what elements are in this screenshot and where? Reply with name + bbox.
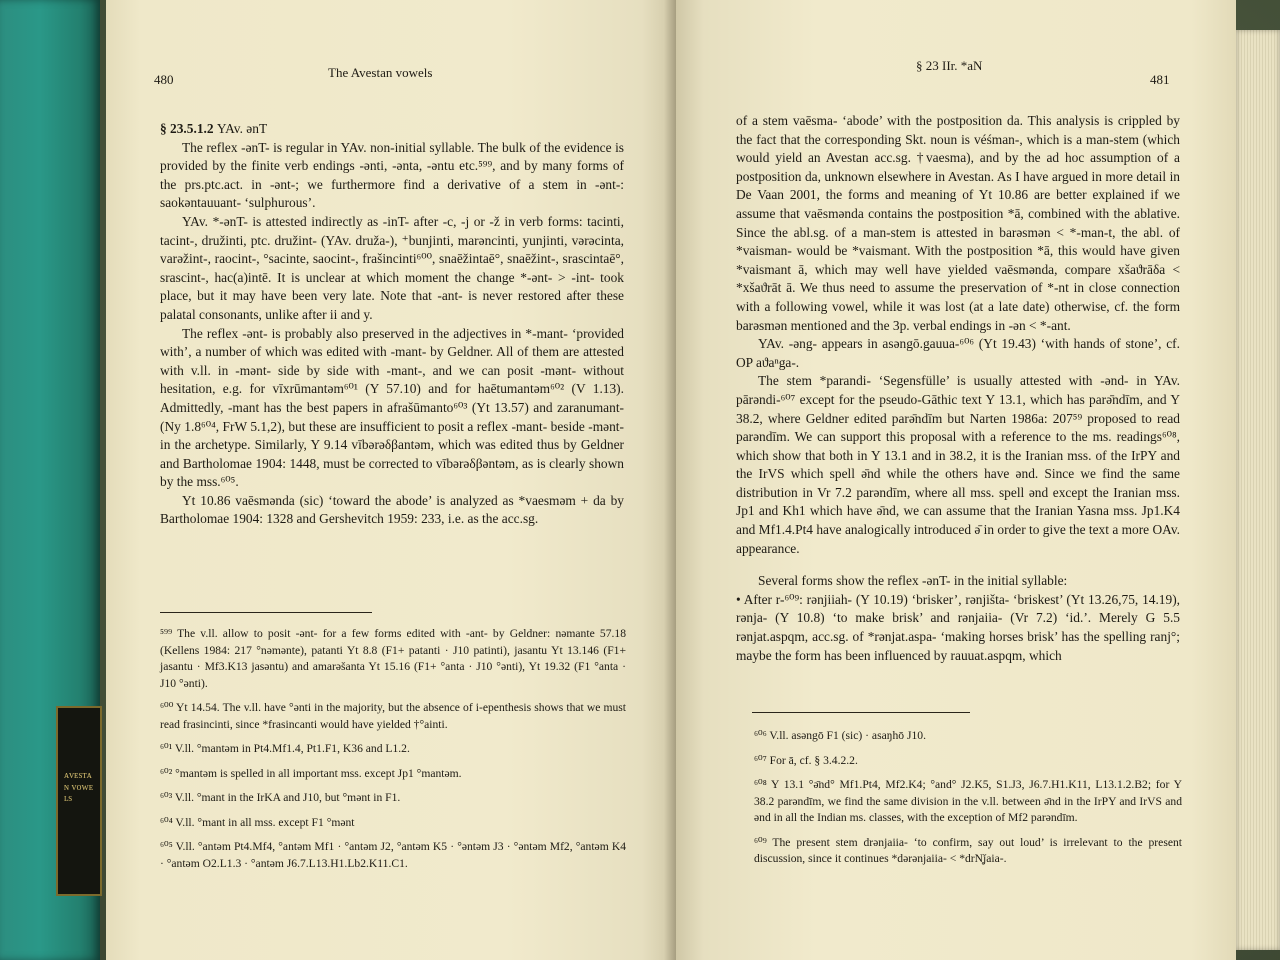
book-cover-spine xyxy=(0,0,100,960)
right-footnotes xyxy=(754,728,1182,876)
left-footnote-rule xyxy=(160,612,372,613)
left-paragraph-3: The reflex -ənt- is probably also preserved in the adjectives in *-mant- ‘provided with’, a number of which was edited with -mant- by Geldner. All of them are attested with v.ll. in -mənt- side by side with -mant-, and we can posit -mənt- without hesitation, e.g. for vīxrūmantəm⁶⁰¹ (Y 57.10) and for haētumantəm⁶⁰² (V 1.13). Admittedly, -mant has the best papers in afrašūmanto⁶⁰³ (Yt 13.57) and zaranumant- (Ny 1.8⁶⁰⁴, FrW 5.1,2), but these are insufficient to posit a reflex -mant- beside -mənt- in the archetype. Similarly, Y 9.14 vībərəδβantəm, which was edited thus by Geldner and Bartholomae 1904: 1448, must be corrected to vībərəδβəntəm, as is clearly shown by the mss.⁶⁰⁵. xyxy=(160,325,624,490)
footnote-607: ⁶⁰⁷ For ā, cf. § 3.4.2.2. xyxy=(754,753,858,767)
left-paragraph-4: Yt 10.86 vaēsmənda (sic) ‘toward the abode’ is analyzed as *vaesməm + da by Bartholomae 1904: 1328 and Gershevitch 1959: 233, i.e. as the acc.sg. xyxy=(160,492,624,527)
footnote-599: ⁵⁹⁹ The v.ll. allow to posit -ənt- for a few forms edited with -ant- by Geldner: nəmante 57.18 (Kellens 1984: 217 °nəmənte), patanti Yt 8.8 (F1+ patanti · J10 patinti), jasantu Yt 13.146 (F1+ jasantu · Mf3.K13 jasəntu) and amarəšanta Yt 15.16 (F1+ °anta · J10 °ənti), Yt 19.32 (F1 °anta · J10 °ənti). xyxy=(160,627,626,690)
footnote-604: ⁶⁰⁴ V.ll. °mant in all mss. except F1 °mənt xyxy=(160,815,355,829)
left-paragraph-1: The reflex -ənT- is regular in YAv. non-initial syllable. The bulk of the evidence is provided by the finite verb endings -ənti, -ənta, -əntu etc.⁵⁹⁹, and by many forms of the prs.ptc.act. in -ənt-; we furthermore find a derivative of a stem in -ənt-: saokəntauuant- ‘sulphurous’. xyxy=(160,139,624,211)
section-heading: § 23.5.1.2 YAv. ənT xyxy=(160,121,268,136)
left-body-text xyxy=(160,120,624,529)
left-running-head: The Avestan vowels xyxy=(328,65,433,80)
footnote-605: ⁶⁰⁵ V.ll. °antəm Pt4.Mf4, °antəm Mf1 · °antəm J2, °antəm K5 · °əntəm J3 · °əntəm Mf2, °antəm K4 · °antəm O2.L1.3 · °antəm J6.7.L13.H1.Lb2.K11.C1. xyxy=(160,840,626,870)
footnote-601: ⁶⁰¹ V.ll. °mantəm in Pt4.Mf1.4, Pt1.F1, K36 and L1.2. xyxy=(160,742,410,755)
footnote-600: ⁶⁰⁰ Yt 14.54. The v.ll. have °ənti in the majority, but the absence of i-epenthesis shows that we must read frasincinti, since *frasincanti would have yielded †°ainti. xyxy=(160,701,626,731)
right-bullet-paragraph: • After r-⁶⁰⁹: rənjiiah- (Y 10.19) ‘brisker’, rənjišta- ‘briskest’ (Yt 13.26,75, 14.19), rənja- (Y 10.8) ‘to make brisk’ and rənjaiia- (Vr 7.2) ‘id.’. Merely G 5.5 rənjat.aspqm, acc.sg. of *rənjat.aspa- ‘making horses brisk’ has the spelling ranj°; maybe the form has been influenced by rauuat.aspqm, which xyxy=(736,591,1180,663)
right-page-number: 481 xyxy=(1150,72,1170,87)
right-paragraph-4: Several forms show the reflex -ənT- in the initial syllable: xyxy=(758,573,1068,589)
right-paragraph-1: of a stem vaēsma- ‘abode’ with the postposition da. This analysis is crippled by the fact that the corresponding Skt. noun is véśman-, which is a man-stem (which would yield an Avestan acc.sg. †vaesma), and by the ad hoc assumption of a postposition da, unknown elsewhere in Avestan. As I have argued in more detail in De Vaan 2001, the forms and meaning of Yt 10.86 are better explained if we assume that vaēsmənda contains the postposition *ā, combined with the ablative. Since the abl.sg. of a man-stem is attested in barəsmən < *-man-t, the abl. of *vaisman- would be *vaismant. With the postposition *ā, this would have given *vaismant ā, which may well have yielded vaēsmənda, compare xšaϑrāδa < *xšaϑrāt ā. We thus need to assume the preservation of *-nt in close connection with a following vowel, while it was lost (at a late date) otherwise, cf. the form barəsmən mentioned and the 3p. verbal endings in -ən < *-ant. xyxy=(736,113,1180,333)
footnote-602: ⁶⁰² °mantəm is spelled in all important mss. except Jp1 °mantəm. xyxy=(160,766,462,780)
left-page xyxy=(106,0,676,960)
spine-label xyxy=(56,706,102,896)
left-footnotes xyxy=(160,626,626,880)
footnote-608: ⁶⁰⁸ Y 13.1 °ə̄nd° Mf1.Pt4, Mf2.K4; °and° J2.K5, S1.J3, J6.7.H1.K11, L13.1.2.B2; for Y 38.2 parəndīm, we find the same division in the v.ll. between ə̄nd in the IrPY and IrVS and ənd in all the Indian ms. classes, with the exception of Mf2 parəndīm. xyxy=(754,778,1182,824)
right-footnote-rule xyxy=(752,712,970,713)
paragraph-gap xyxy=(736,558,1180,572)
footnote-609: ⁶⁰⁹ The present stem drənjaiia- ‘to confirm, say out loud’ is irrelevant to the present discussion, since it continues *dərənjaiia- < *drN̥ǰaia-. xyxy=(754,835,1182,865)
page-edges xyxy=(1236,30,1280,950)
right-paragraph-2: YAv. -əng- appears in asəngō.gauua-⁶⁰⁶ (Yt 19.43) ‘with hands of stone’, cf. OP aϑaⁿga-. xyxy=(736,336,1180,370)
right-body-text xyxy=(736,112,1180,665)
spine-label-text: ᴀᴠᴇsᴛᴀɴ ᴠᴏᴡᴇʟs xyxy=(64,770,94,804)
right-running-head: § 23 IIr. *aN xyxy=(916,58,983,73)
left-page-number: 480 xyxy=(154,72,174,87)
right-page xyxy=(676,0,1236,960)
footnote-606: ⁶⁰⁶ V.ll. asəngō F1 (sic) · asaŋhō J10. xyxy=(754,729,926,742)
footnote-603: ⁶⁰³ V.ll. °mant in the IrKA and J10, but °mənt in F1. xyxy=(160,791,401,804)
right-paragraph-3: The stem *parandi- ‘Segensfülle’ is usually attested with -ənd- in YAv. pārəndi-⁶⁰⁷ except for the pseudo-Gāthic text Y 13.1, which has parə̄ndīm, and Y 38.2, where Geldner edited parə̄ndīm but Narten 1986a: 207⁵⁹ proposed to read parəndīm. We can support this proposal with a reference to the ms. readings⁶⁰⁸, which show that both in Y 13.1 and in 38.2, it is the Iranian mss. of the IrPY and the IrVS which spell ə̄nd while the others have ənd. Since we find the same distribution in Vr 7.2 parəndīm, where all mss. spell ənd except the Iranian mss. Jp1 and Kh1 which have ə̄nd, we can assume that the Iranian Yasna mss. Jp1.K4 and Mf1.4.Pt4 have analogically introduced ə̄ in order to give the text a more OAv. appearance. xyxy=(736,373,1180,556)
left-paragraph-2: YAv. *-ənT- is attested indirectly as -inT- after -c, -j or -ž in verb forms: tacinti, tacint-, družinti, ptc. družint- (YAv. druža-), ⁺bunjinti, marəncinti, yunjinti, vərəcinta, varəžint-, raocint-, °sacinte, saocint-, frašincinti⁶⁰⁰, snaēžintaē°, snaēžint-, srascintaē°, srascint-, hac(a)intē. It is unclear at which moment the change *-ənt- > -int- took place, but it may have been very late. Note that -ant- is never restored after these palatal consonants, unlike after ii and y. xyxy=(160,213,624,322)
